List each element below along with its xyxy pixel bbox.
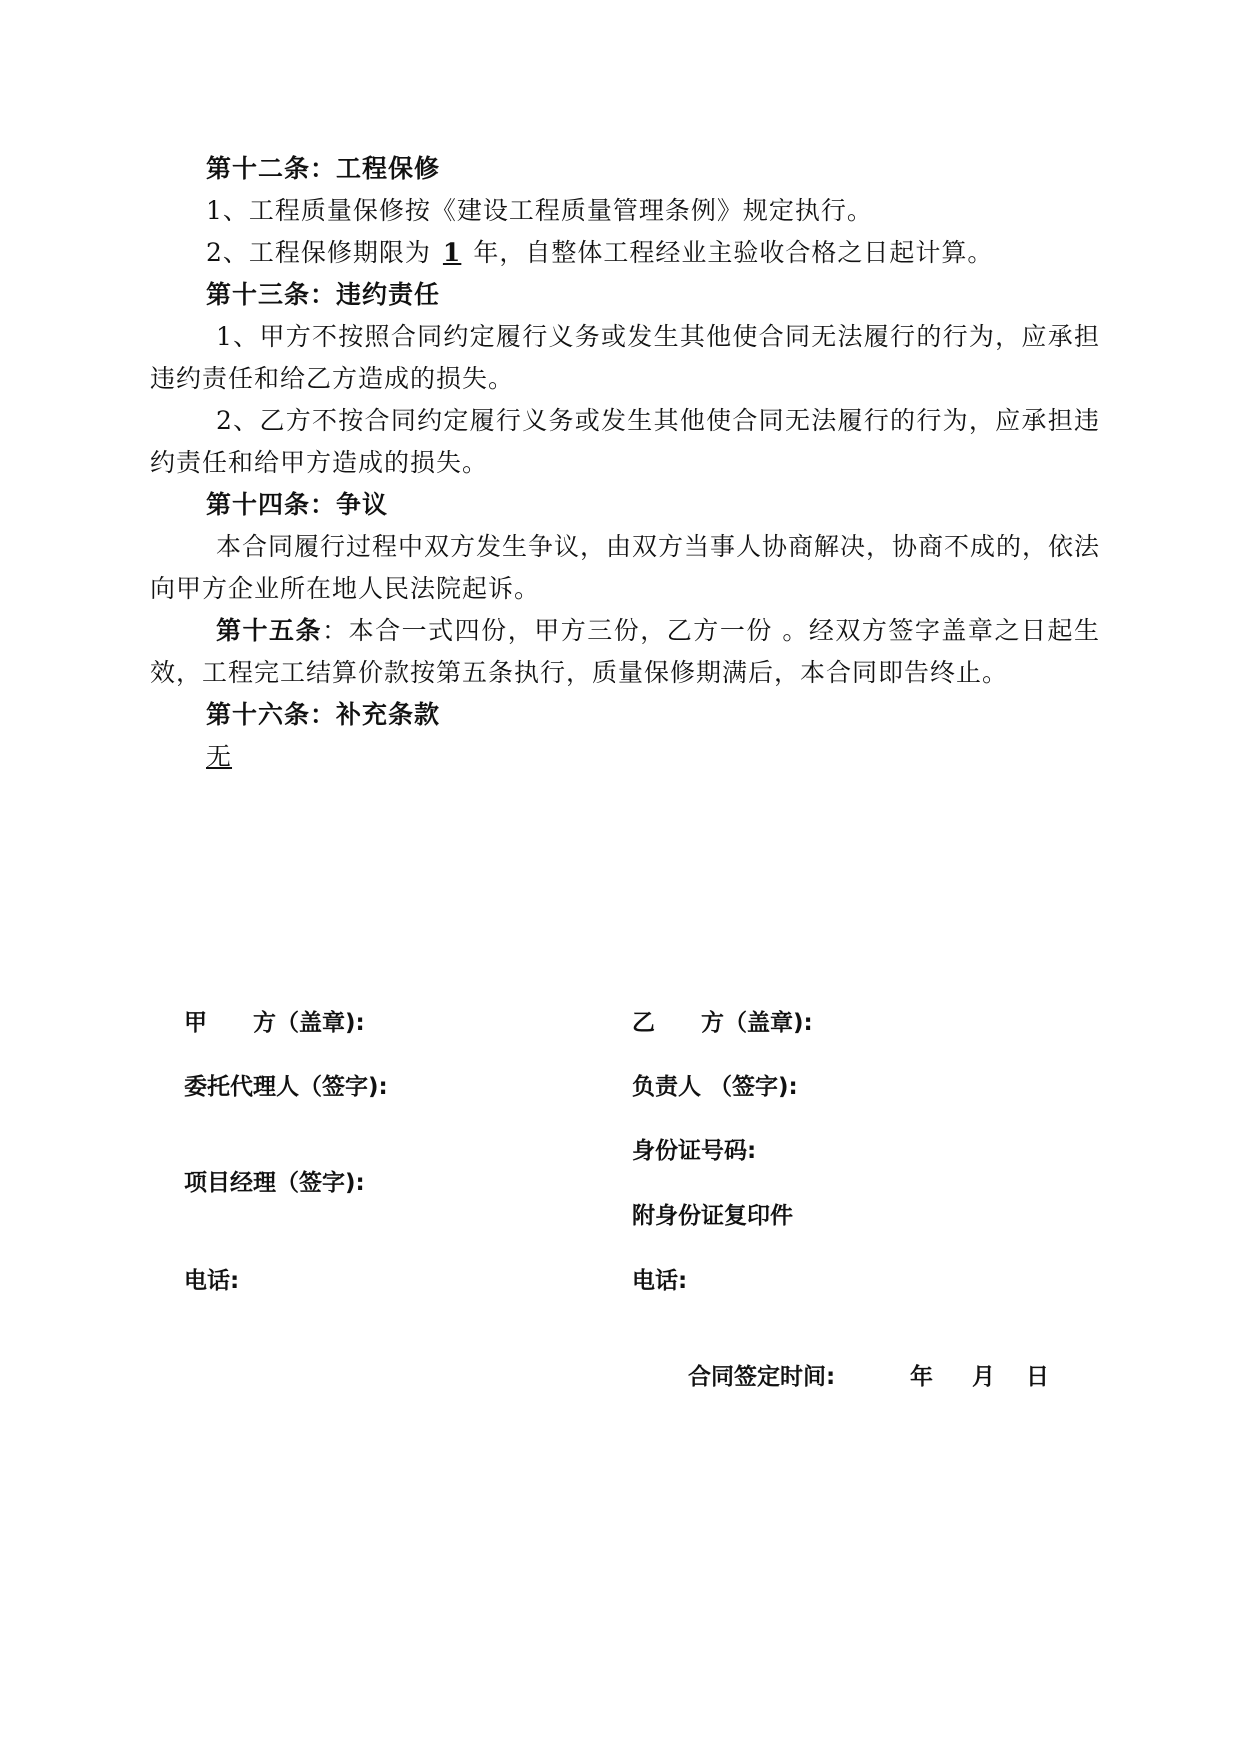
date-day: 日 <box>1026 1364 1049 1390</box>
article-16-heading: 第十六条：补充条款 <box>206 700 441 729</box>
article-16-value: 无 <box>206 742 233 771</box>
id-copy-note: 附身份证复印件 <box>632 1203 793 1229</box>
article-12-clause-2-post: 年，自整体工程经业主验收合格之日起计算。 <box>473 238 994 267</box>
contract-body <box>150 148 1100 778</box>
responsible-signature: 负责人 （签字): <box>632 1074 798 1100</box>
id-number: 身份证号码: <box>632 1138 757 1164</box>
party-a-phone: 电话: <box>184 1268 240 1294</box>
article-12-clause-2-pre: 2、工程保修期限为 <box>206 238 431 267</box>
article-15 <box>150 610 1100 694</box>
date-year: 年 <box>910 1364 933 1390</box>
article-15-text: ：本合一式四份，甲方三份，乙方一份 。经双方签字盖章之日起生效，工程完工结算价款按第五条执行，质量保修期满后，本合同即告终止。 <box>150 616 1100 687</box>
party-a-seal: 甲 方（盖章): <box>184 1010 365 1036</box>
article-12-heading: 第十二条：工程保修 <box>206 154 441 183</box>
agent-signature: 委托代理人（签字): <box>184 1074 388 1100</box>
article-12-clause-1-text: 1、工程质量保修按《建设工程质量管理条例》规定执行。 <box>206 196 873 225</box>
article-16-value-line <box>150 736 1100 778</box>
article-13-clause-1: 1、甲方不按照合同约定履行义务或发生其他使合同无法履行的行为，应承担违约责任和给乙方造成的损失。 <box>150 322 1100 393</box>
party-b-seal: 乙 方（盖章): <box>632 1010 813 1036</box>
article-15-lead: 第十五条 <box>216 616 323 645</box>
article-13-clause-2: 2、乙方不按合同约定履行义务或发生其他使合同无法履行的行为，应承担违约责任和给甲方造成的损失。 <box>150 406 1100 477</box>
article-13-heading: 第十三条：违约责任 <box>206 280 441 309</box>
party-b-phone: 电话: <box>632 1268 688 1294</box>
manager-signature: 项目经理（签字): <box>184 1170 365 1196</box>
contract-date-label: 合同签定时间: <box>688 1364 836 1390</box>
article-12-clause-2 <box>150 232 1100 274</box>
article-14-heading: 第十四条：争议 <box>206 490 389 519</box>
warranty-years: 1 <box>442 238 462 267</box>
article-12-clause-1 <box>150 190 1100 232</box>
article-14-text: 本合同履行过程中双方发生争议，由双方当事人协商解决，协商不成的，依法向甲方企业所在地人民法院起诉。 <box>150 532 1101 603</box>
date-month: 月 <box>972 1364 995 1390</box>
